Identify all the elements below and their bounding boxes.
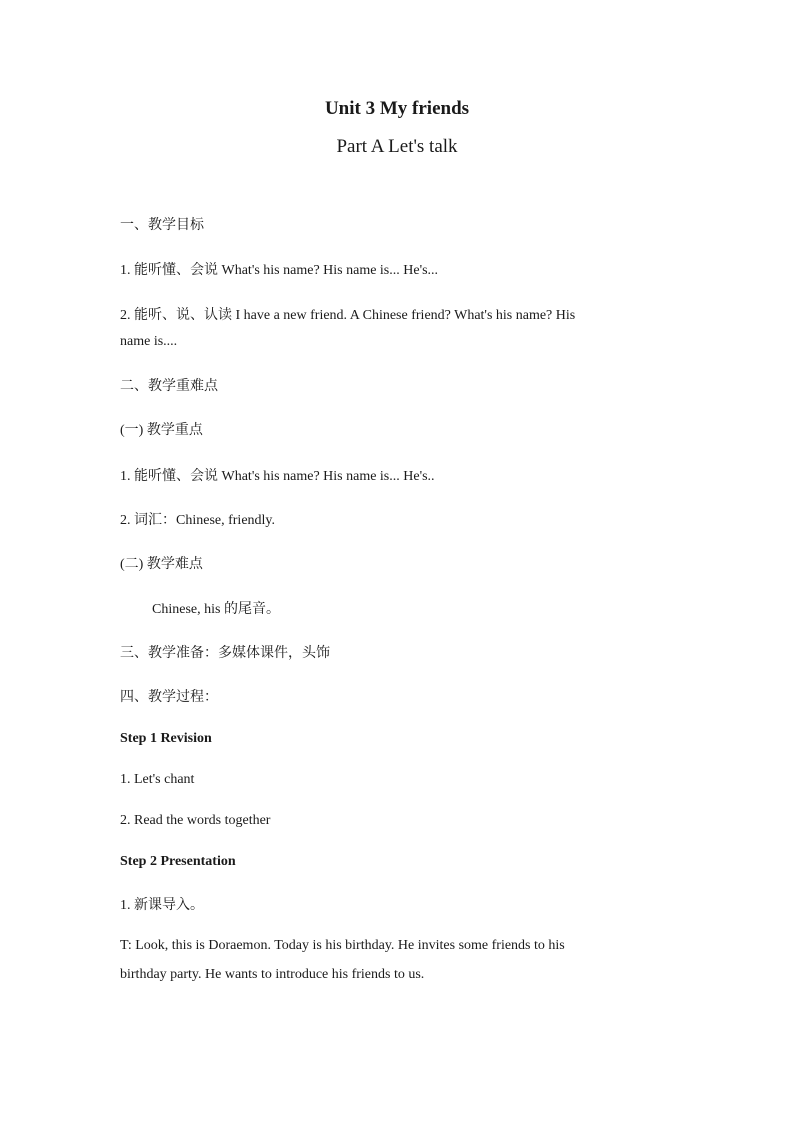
- document-title: Unit 3 My friends: [324, 98, 470, 119]
- teacher-line-2: birthday party. He wants to introduce his friends to us.: [120, 967, 425, 982]
- goal-2-line-2: name is....: [120, 334, 178, 349]
- goal-2-line-1: 2. 能听、说、认读 I have a new friend. A Chinese friend? What's his name? His: [120, 308, 576, 323]
- keypoint-2: 2. 词汇：Chinese, friendly.: [120, 513, 276, 528]
- document-subtitle: Part A Let's talk: [336, 136, 458, 157]
- difficulty-text: Chinese, his 的尾音。: [152, 602, 280, 617]
- keypoint-1: 1. 能听懂、会说 What's his name? His name is... He's..: [120, 469, 435, 484]
- goal-1: 1. 能听懂、会说 What's his name? His name is... He's...: [120, 263, 439, 278]
- preparation-line: 三、教学准备：多媒体课件，头饰: [120, 645, 330, 661]
- goals-heading: 一、教学目标: [120, 217, 204, 233]
- step-2-item-1: 1. 新课导入。: [120, 898, 204, 913]
- step-1-item-2: 2. Read the words together: [120, 813, 271, 828]
- keypoints-heading: 二、教学重难点: [120, 378, 218, 394]
- process-heading: 四、教学过程：: [120, 689, 218, 705]
- keypoints-subheading-2: (二) 教学难点: [120, 557, 203, 572]
- teacher-line-1: T: Look, this is Doraemon. Today is his birthday. He invites some friends to his: [120, 938, 565, 953]
- step-1-heading: Step 1 Revision: [120, 731, 212, 746]
- step-2-heading: Step 2 Presentation: [120, 854, 236, 869]
- step-1-item-1: 1. Let's chant: [120, 772, 195, 787]
- keypoints-subheading-1: (一) 教学重点: [120, 423, 203, 438]
